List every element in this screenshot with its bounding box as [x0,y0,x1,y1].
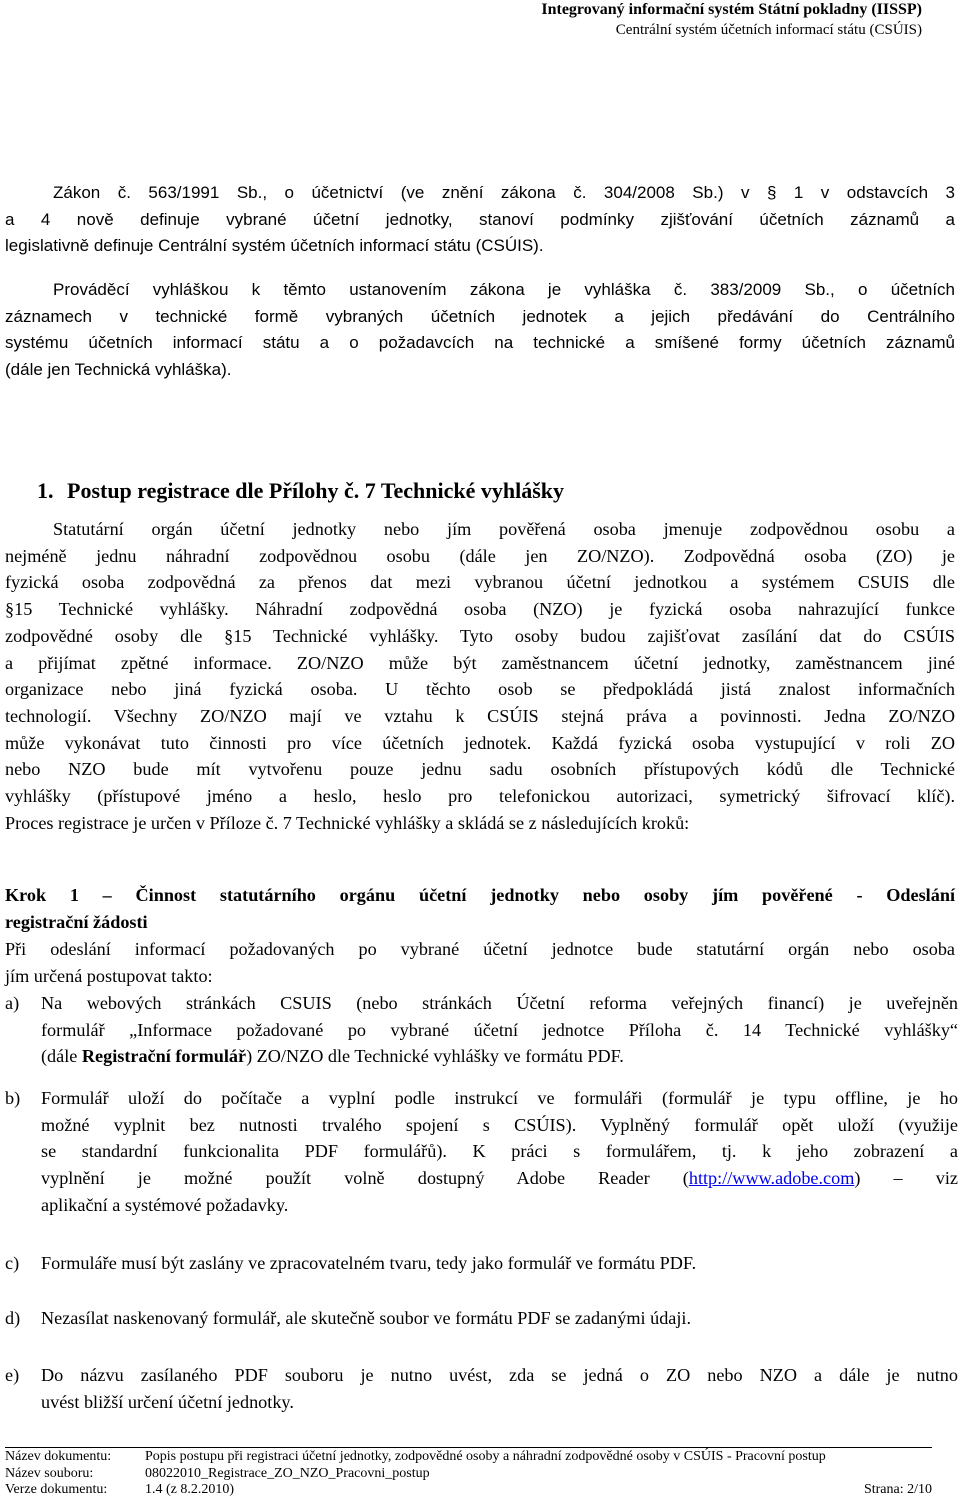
text-line: zodpovědné osoby dle §15 Technické vyhlášky. Tyto osoby budou zajišťovat zasílání dat do CSÚIS [5,625,955,646]
list-item-label: e) [5,1365,20,1385]
step-heading-line: registrační žádosti [5,911,148,932]
intro-paragraph-2 [5,277,955,384]
document-header [541,0,922,40]
list-item-label: d) [5,1308,21,1328]
doc-name-value: Popis postupu při registraci účetní jednotky, zodpovědné osoby a náhradní zodpovědné osoby v CSÚIS - Pracovní postup [145,1449,826,1464]
text-line: záznamech v technické formě vybraných účetních jednotek a jejich předávání do Centrálního [5,306,955,326]
header-subtitle: Centrální systém účetních informací státu (CSÚIS) [615,22,922,38]
text-line: Statutární orgán účetní jednotky nebo jím pověřená osoba jmenuje zodpovědnou osobu a [53,519,955,539]
section-heading [37,478,564,504]
header-title: Integrovaný informační systém Státní pokladny (IISSP) [541,1,922,18]
text-line: vyplnění je možné použít volně dostupný Adobe Reader (http://www.adobe.com) – viz [41,1168,958,1189]
text-line: Do názvu zasílaného PDF souboru je nutno uvést, zda se jedná o ZO nebo NZO a dále je nutno [41,1365,958,1385]
text-line: Formuláře musí být zaslány ve zpracovatelném tvaru, tedy jako formulář ve formátu PDF. [41,1253,697,1273]
text-line: vyhlášky (přístupové jméno a heslo, heslo pro telefonickou autorizaci, symetrický šifrovací klíč). [5,786,955,807]
text-line: Na webových stránkách CSUIS (nebo stránkách Účetní reforma veřejných financí) je uveřejněn [41,993,958,1013]
text-line: technologií. Všechny ZO/NZO mají ve vztahu k CSÚIS stejná práva a povinnosti. Jedna ZO/NZO [5,705,955,726]
text-line: fyzická osoba zodpovědná za přenos dat mezi vybranou účetní jednotkou a systémem CSUIS dle [5,572,955,593]
section-title: Postup registrace dle Přílohy č. 7 Technické vyhlášky [67,478,565,503]
text-line: jím určená postupovat takto: [5,965,213,986]
text-line: formulář „Informace požadované po vybrané účetní jednotce Příloha č. 14 Technické vyhlášky“ [41,1019,958,1040]
doc-name-label: Název dokumentu: [5,1449,112,1464]
version-label: Verze dokumentu: [5,1482,108,1497]
text-line: Zákon č. 563/1991 Sb., o účetnictví (ve znění zákona č. 304/2008 Sb.) v § 1 v odstavcích 3 [53,183,955,202]
text-line: a 4 nově definuje vybrané účetní jednotky, stanoví podmínky zjišťování účetních záznamů a [5,209,955,229]
registration-form-term: Registrační formulář [81,1046,247,1067]
footer [5,1449,932,1499]
text-line: možné vyplnit bez nutnosti trvalého spojení s CSÚIS). Vyplněný formulář opět uloží (využije [41,1114,958,1135]
section-number: 1. [37,478,54,503]
file-name-value: 08022010_Registrace_ZO_NZO_Pracovni_postup [145,1465,430,1481]
step-intro [5,936,955,989]
step-heading [5,882,955,935]
file-name-label: Název souboru: [5,1465,94,1481]
text-line: a přijímat zpětné informace. ZO/NZO může být zaměstnancem účetní jednotky, zaměstnancem jiné [5,652,955,673]
intro-paragraph-1 [5,180,955,260]
text-line: aplikační a systémové požadavky. [41,1194,289,1215]
page-number: Strana: 2/10 [863,1482,932,1497]
footer-divider [5,1447,932,1448]
text-line: uvést bližší určení účetní jednotky. [41,1391,294,1412]
list-item-label: a) [5,993,20,1013]
text-line: Nezasílat naskenovaný formulář, ale skutečně soubor ve formátu PDF se zadanými údaji. [41,1308,692,1328]
text-line: organizace nebo jiná fyzická osoba. U těchto osob se předpokládá jistá znalost informačních [5,679,955,700]
version-value: 1.4 (z 8.2.2010) [145,1482,235,1497]
adobe-link[interactable]: http://www.adobe.com [688,1168,855,1189]
text-line: Při odeslání informací požadovaných po vybrané účetní jednotce bude statutární orgán nebo osoba [5,939,955,959]
text-line: systému účetních informací státu a o požadavcích na technické a smíšené formy účetních záznamů [5,333,955,353]
text-line: (dále Registrační formulář) ZO/NZO dle Technické vyhlášky ve formátu PDF. [41,1046,624,1067]
list-item-label: b) [5,1088,21,1108]
section-body [5,516,955,836]
text-line: Formulář uloží do počítače a vyplní podle instrukcí ve formuláři (formulář je typu offline, je ho [41,1088,958,1108]
list-item-label: c) [5,1253,20,1273]
text-line: §15 Technické vyhlášky. Náhradní zodpovědná osoba (NZO) je fyzická osoba nahrazující funkce [5,599,955,620]
text-line: může vykonávat tuto činnosti pro více účetních jednotek. Každá fyzická osoba vystupující v roli ZO [5,732,955,753]
text-line: (dále jen Technická vyhláška). [5,360,232,380]
text-line: Prováděcí vyhláškou k těmto ustanovením zákona je vyhláška č. 383/2009 Sb., o účetních [53,280,955,299]
text-line: nejméně jednu náhradní zodpovědnou osobu (dále jen ZO/NZO). Zodpovědná osoba (ZO) je [5,545,955,566]
text-line: se standardní funkcionalita PDF formulářů). K práci s formulářem, tj. k jeho zobrazení a [41,1141,958,1162]
text-line: nebo NZO bude mít vytvořenu pouze jednu sadu osobních přístupových kódů dle Technické [5,759,955,780]
step-heading-line: Krok 1 – Činnost statutárního orgánu účetní jednotky nebo osoby jím pověřené - Odeslání [5,885,955,905]
text-line: Proces registrace je určen v Příloze č. 7 Technické vyhlášky a skládá se z následujících kroků: [5,812,690,833]
text-line: legislativně definuje Centrální systém účetních informací státu (CSÚIS). [5,236,544,256]
